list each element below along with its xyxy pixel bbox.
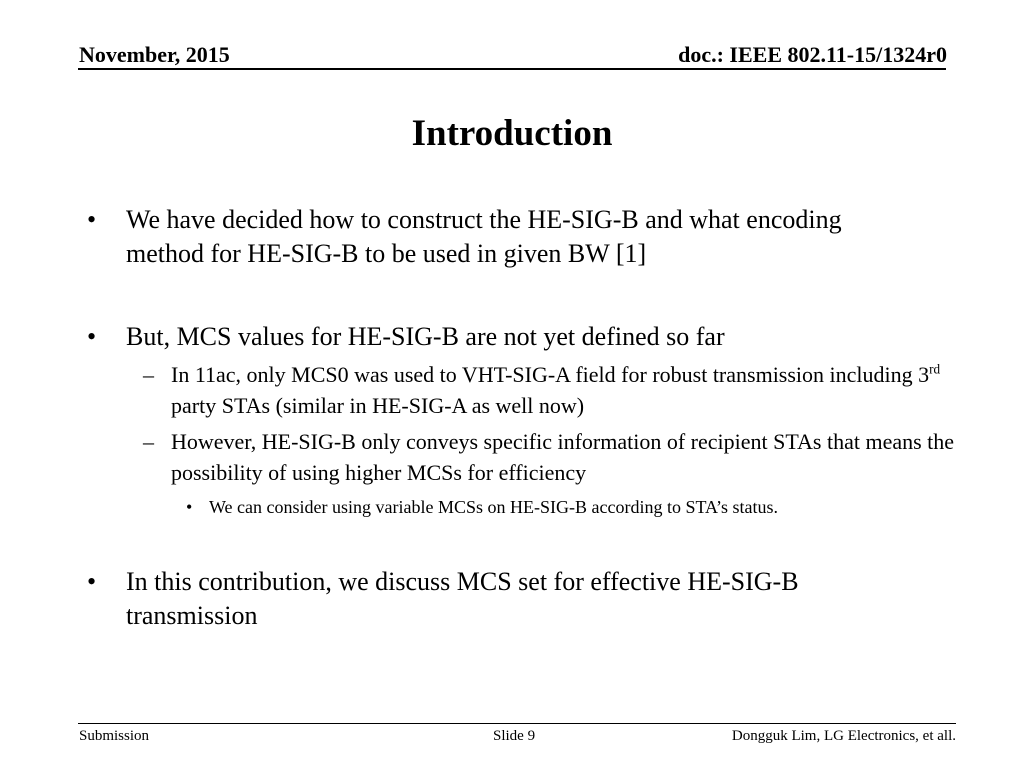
header-date: November, 2015 <box>79 42 230 67</box>
bullet-text: But, MCS values for HE-SIG-B are not yet defined so far <box>126 322 725 351</box>
sub-sub-bullet-text: We can consider using variable MCSs on HE-SIG-B according to STA’s status. <box>209 497 779 517</box>
sub-sub-bullet-marker: • <box>186 497 193 517</box>
bullet-marker: • <box>87 567 97 596</box>
ordinal-superscript: rd <box>929 361 941 377</box>
footer-divider <box>78 723 956 724</box>
sub-bullet-text: In 11ac, only MCS0 was used to VHT-SIG-A field for robust transmission including 3rd party STAs (similar in HE-SIG-A as well now) <box>171 361 941 418</box>
footer-authors: Dongguk Lim, LG Electronics, et all. <box>731 728 956 744</box>
sub-bullet-marker: – <box>143 362 154 387</box>
sub-bullet-item <box>143 426 961 488</box>
bullet-marker: • <box>87 205 97 234</box>
sub-sub-bullet-item <box>186 494 969 520</box>
bullet-item <box>87 320 926 354</box>
header-divider <box>78 68 946 70</box>
slide-title: Introduction <box>411 113 613 154</box>
bullet-marker: • <box>87 322 97 351</box>
sub-bullet-text: However, HE-SIG-B only conveys specific information of recipient STAs that means the possibility of using higher MCSs for efficiency <box>171 429 955 485</box>
header-doc-id: doc.: IEEE 802.11-15/1324r0 <box>678 42 947 67</box>
footer-slide-number: Slide 9 <box>493 728 536 744</box>
bullet-text: In this contribution, we discuss MCS set for effective HE-SIG-B transmission <box>126 567 799 630</box>
footer-submission: Submission <box>79 728 150 744</box>
sub-bullet-marker: – <box>143 429 154 454</box>
sub-bullet-item <box>143 359 961 421</box>
bullet-item <box>87 565 926 633</box>
bullet-text: We have decided how to construct the HE-SIG-B and what encoding method for HE-SIG-B to be used in given BW [1] <box>126 205 842 268</box>
bullet-item <box>87 203 926 271</box>
